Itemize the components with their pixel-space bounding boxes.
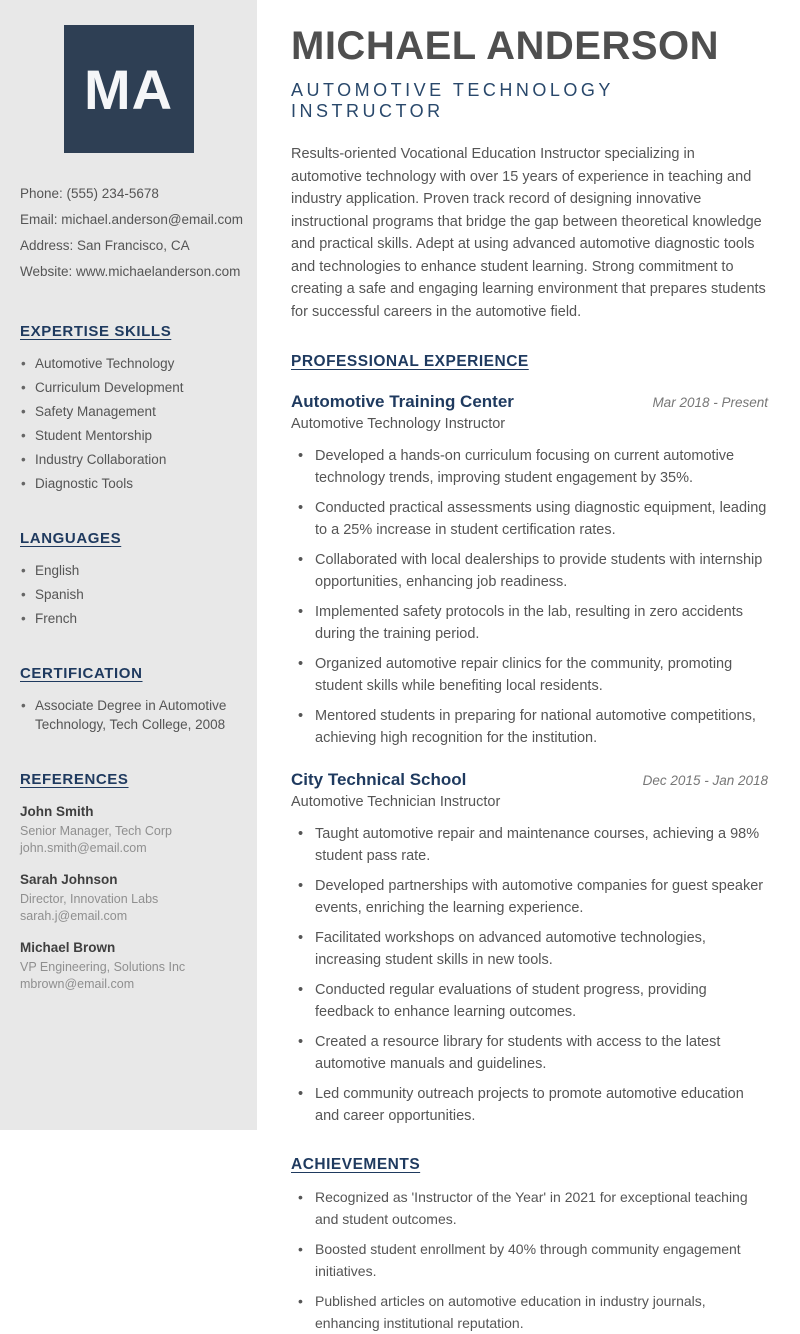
reference-person	[20, 938, 237, 993]
references-section-heading: REFERENCES	[20, 771, 129, 788]
skill-item: • Automotive Technology	[20, 354, 237, 373]
job-bullet-list	[291, 824, 768, 1127]
skills-list	[20, 354, 237, 493]
job-bullet: • Implemented safety protocols in the lab, resulting in zero accidents during the training period.	[291, 602, 768, 645]
job-bullet: • Led community outreach projects to promote automotive education and career opportunities.	[291, 1084, 768, 1127]
reference-name: John Smith	[20, 804, 94, 819]
skills-section-heading: EXPERTISE SKILLS	[20, 323, 172, 340]
job-bullet: • Developed partnerships with automotive companies for guest speaker events, enriching the learning experience.	[291, 876, 768, 919]
reference-role: Director, Innovation Labs	[20, 892, 159, 906]
achievements-section	[291, 1156, 768, 1334]
languages-section-heading: LANGUAGES	[20, 530, 122, 547]
reference-person	[20, 870, 237, 925]
achievements-list	[291, 1187, 768, 1334]
job-header	[291, 770, 768, 790]
contact-phone: Phone: (555) 234-5678	[20, 186, 159, 201]
certification-list	[20, 696, 237, 734]
avatar	[64, 25, 194, 153]
reference-email: john.smith@email.com	[20, 841, 147, 855]
contact-website: Website: www.michaelanderson.com	[20, 264, 241, 279]
reference-person	[20, 802, 237, 857]
reference-role: Senior Manager, Tech Corp	[20, 824, 172, 838]
reference-role: VP Engineering, Solutions Inc	[20, 960, 186, 974]
certification-section-heading: CERTIFICATION	[20, 665, 143, 682]
person-name: MICHAEL ANDERSON	[291, 24, 720, 68]
achievement-bullet: • Boosted student enrollment by 40% through community engagement initiatives.	[291, 1239, 768, 1282]
experience-section	[291, 353, 768, 1127]
reference-email: sarah.j@email.com	[20, 909, 128, 923]
person-job-title: AUTOMOTIVE TECHNOLOGY INSTRUCTOR	[291, 80, 614, 121]
job-dates: Mar 2018 - Present	[652, 395, 768, 410]
avatar-initials: MA	[83, 57, 174, 121]
skill-item: • Curriculum Development	[20, 378, 237, 397]
skill-item: • Student Mentorship	[20, 426, 237, 445]
job-bullet: • Organized automotive repair clinics for the community, promoting student skills while benefiting local residents.	[291, 654, 768, 697]
profile-summary: Results-oriented Vocational Education Instructor specializing in automotive technology with over 15 years of experience in teaching and industry application. Proven track record of designing innovative instructional programs that bridge the gap between theoretical knowledge and practical skills. Adept at using advanced automotive diagnostic tools and technologies to enhance student learning. Strong commitment to creating a safe and engaging learning environment that prepares students for successful careers in the automotive field.	[291, 146, 766, 320]
achievements-heading: ACHIEVEMENTS	[291, 1156, 421, 1173]
experience-heading: PROFESSIONAL EXPERIENCE	[291, 353, 529, 370]
languages-list	[20, 561, 237, 628]
reference-name: Michael Brown	[20, 940, 116, 955]
resume-main	[257, 0, 800, 1331]
job-company: Automotive Training Center	[291, 392, 514, 411]
job-bullet: • Facilitated workshops on advanced automotive technologies, increasing student skills in new tools.	[291, 928, 768, 971]
job-header	[291, 392, 768, 412]
references-list	[20, 802, 237, 993]
job-bullet: • Mentored students in preparing for national automotive competitions, achieving high recognition for the institution.	[291, 706, 768, 749]
job-company: City Technical School	[291, 770, 467, 789]
job-bullet: • Collaborated with local dealerships to provide students with internship opportunities, enhancing job readiness.	[291, 550, 768, 593]
skill-item: • Safety Management	[20, 402, 237, 421]
achievement-bullet: • Recognized as 'Instructor of the Year' in 2021 for exceptional teaching and student outcomes.	[291, 1187, 768, 1230]
job-bullet-list	[291, 446, 768, 749]
language-item: • English	[20, 561, 237, 580]
contact-address: Address: San Francisco, CA	[20, 238, 190, 253]
reference-email: mbrown@email.com	[20, 977, 135, 991]
job-bullet: • Conducted regular evaluations of student progress, providing feedback to enhance learning outcomes.	[291, 980, 768, 1023]
job-role: Automotive Technology Instructor	[291, 416, 506, 432]
job-bullet: • Taught automotive repair and maintenance courses, achieving a 98% student pass rate.	[291, 824, 768, 867]
job-entry	[291, 770, 768, 1127]
job-dates: Dec 2015 - Jan 2018	[642, 773, 768, 788]
job-bullet: • Created a resource library for students with access to the latest automotive manuals and guidelines.	[291, 1032, 768, 1075]
job-role: Automotive Technician Instructor	[291, 794, 501, 810]
sidebar	[0, 0, 257, 1130]
job-bullet: • Developed a hands-on curriculum focusing on current automotive technology trends, improving student engagement by 35%.	[291, 446, 768, 489]
contact-email: Email: michael.anderson@email.com	[20, 212, 244, 227]
achievement-bullet: • Published articles on automotive education in industry journals, enhancing institutional reputation.	[291, 1291, 768, 1334]
language-item: • French	[20, 609, 237, 628]
certification-item: • Associate Degree in Automotive Technology, Tech College, 2008	[20, 696, 237, 734]
language-item: • Spanish	[20, 585, 237, 604]
skill-item: • Industry Collaboration	[20, 450, 237, 469]
contact-info	[20, 181, 244, 285]
skill-item: • Diagnostic Tools	[20, 474, 237, 493]
reference-name: Sarah Johnson	[20, 872, 118, 887]
job-entry	[291, 392, 768, 749]
job-bullet: • Conducted practical assessments using diagnostic equipment, leading to a 25% increase in student certification rates.	[291, 498, 768, 541]
